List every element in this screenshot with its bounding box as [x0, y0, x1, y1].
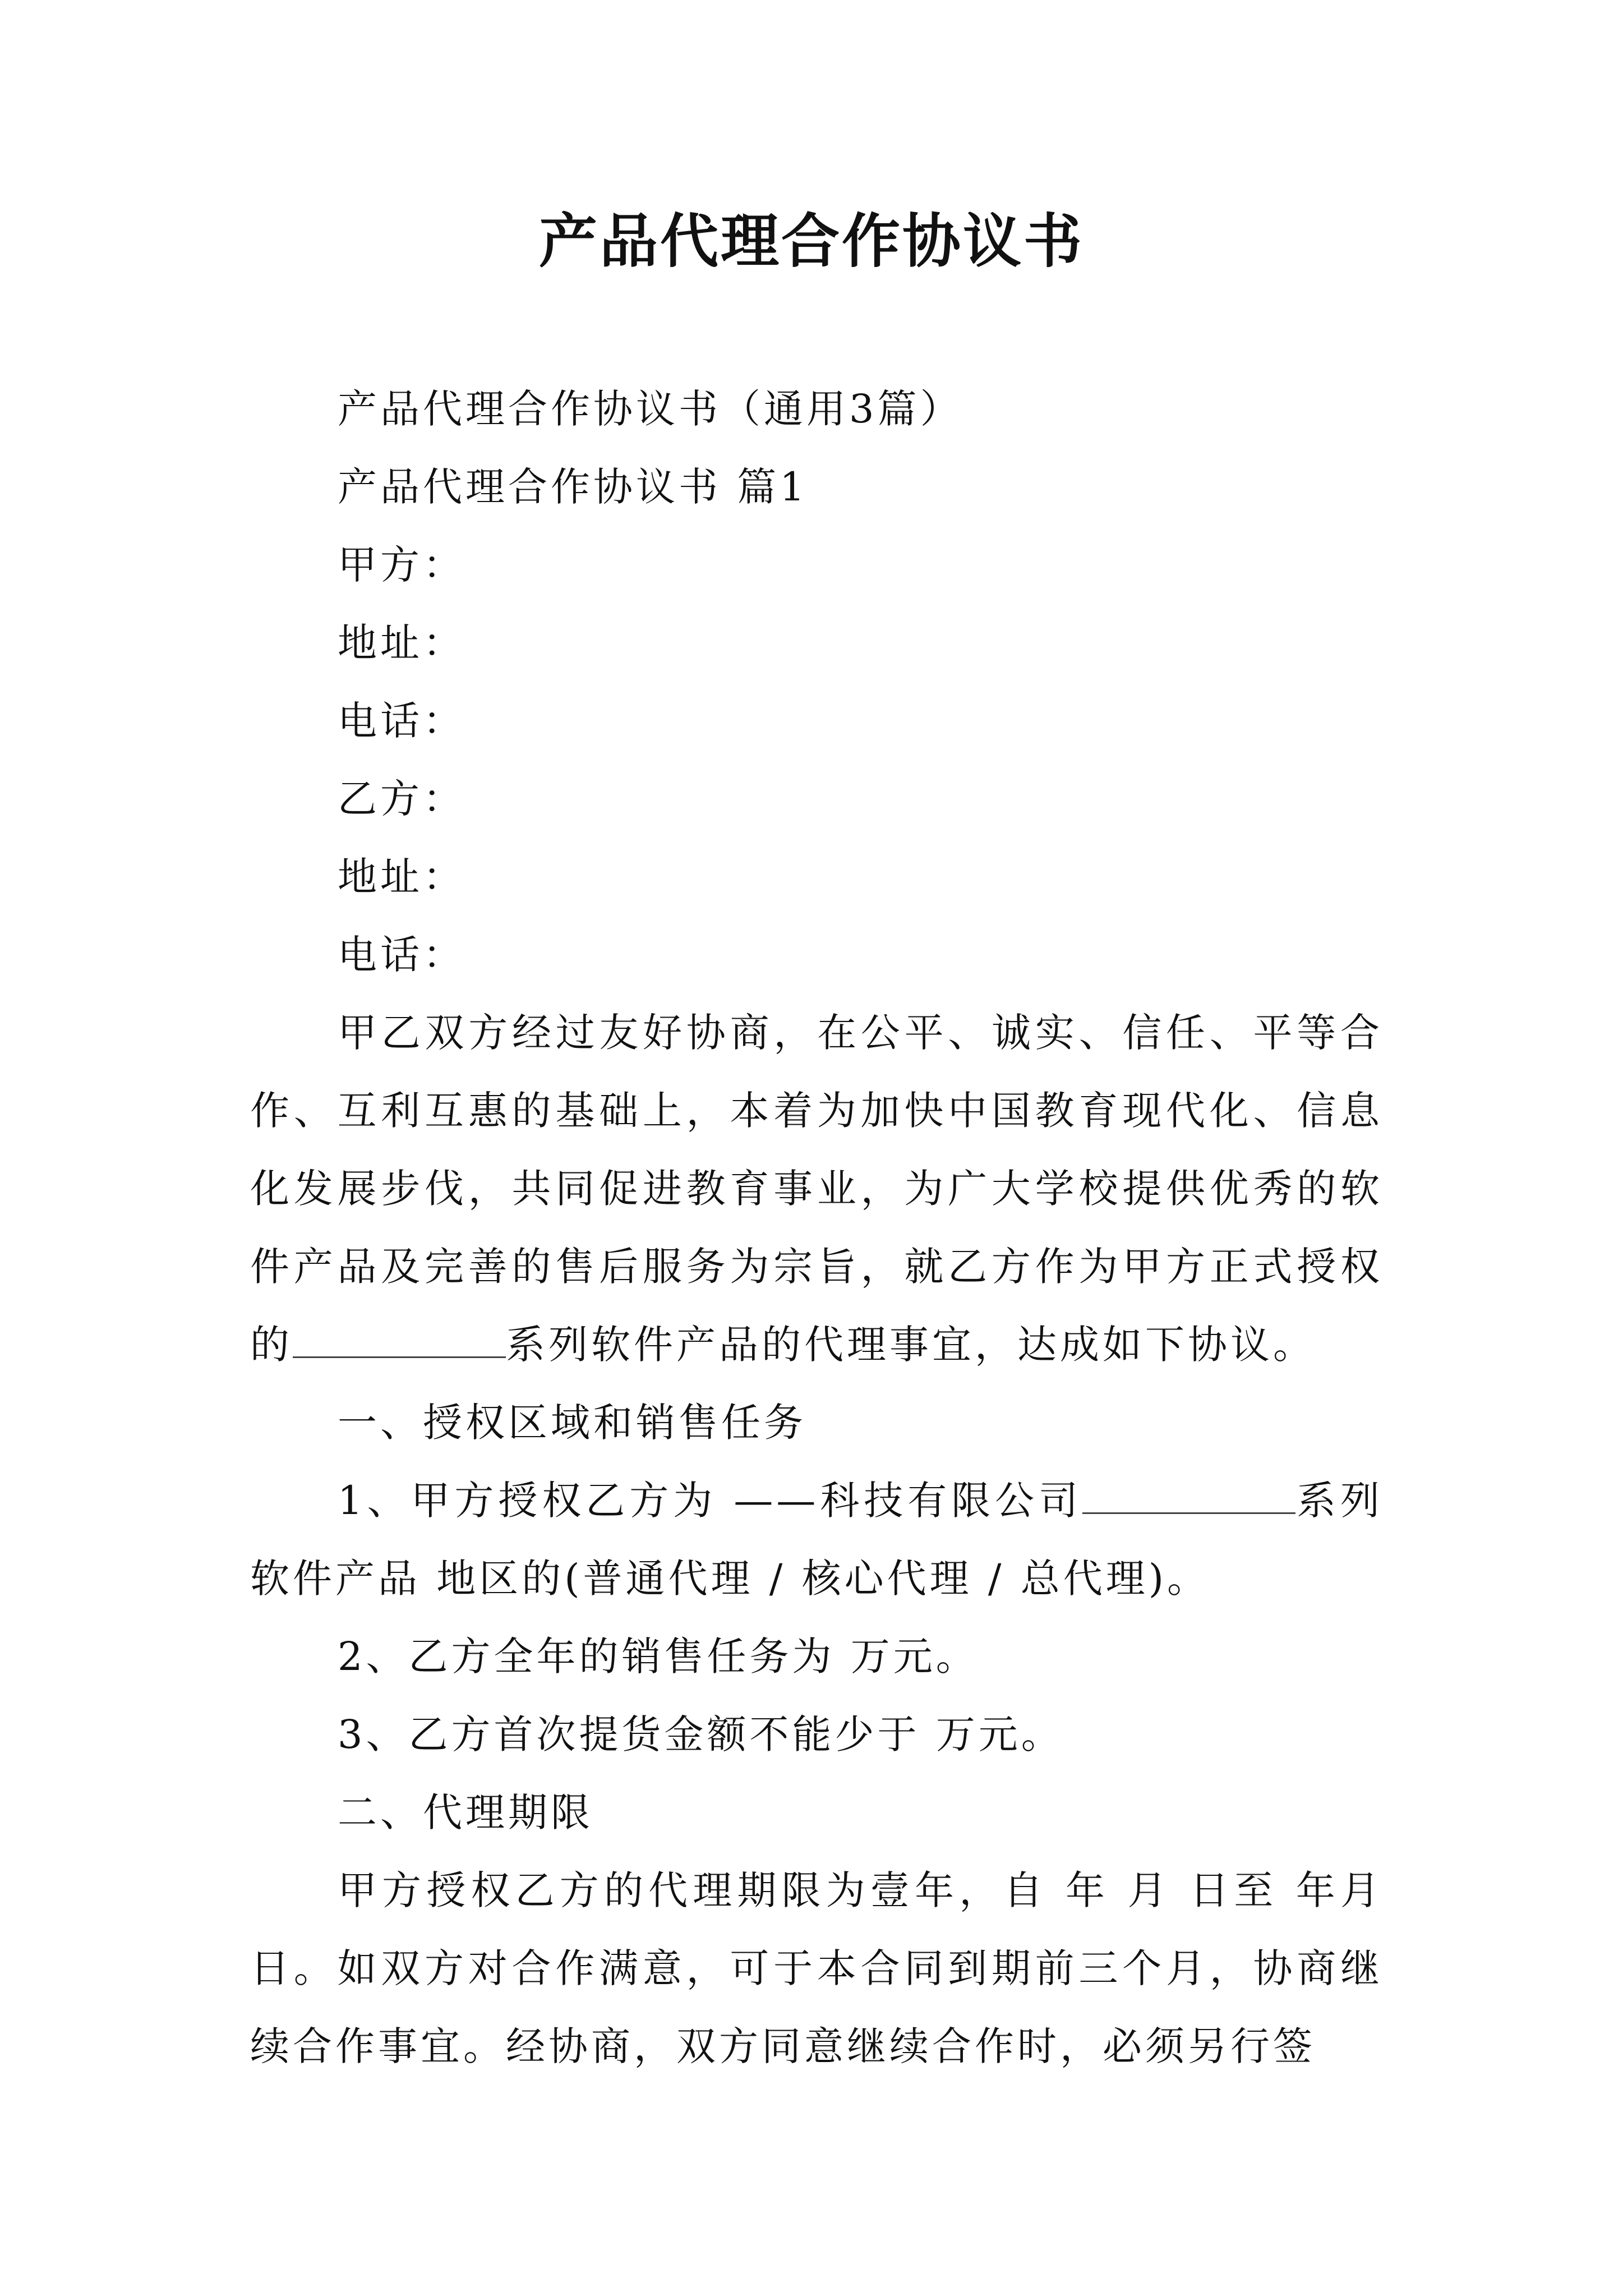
party-a-phone-label: 电话： — [338, 698, 465, 744]
document-body — [250, 370, 1383, 2086]
party-a-address-label: 地址： — [338, 620, 465, 666]
section2-heading: 二、代理期限 — [338, 1789, 593, 1835]
intro-text-part1: 甲乙双方经过友好协商，在公平、诚实、信任、平等合作、互利互惠的基础上，本着为加快中国教育现代化、信息化发展步伐，共同促进教育事业，为广大学校提供优秀的软件产品及完善的售后服务为宗旨，就乙方作为甲方正式授权的 — [250, 1010, 1383, 1368]
period-paragraph: 甲方授权乙方的代理期限为壹年，自 年 月 日至 年月日。如双方对合作满意，可于本合同到期前三个月，协商继续合作事宜。经协商，双方同意继续合作时，必须另行签 — [250, 1867, 1383, 2069]
clause-3: 3、乙方首次提货金额不能少于 万元。 — [338, 1711, 1064, 1757]
party-b-address-label: 地址： — [338, 854, 465, 900]
product-blank-line — [293, 1323, 506, 1358]
subtitle: 产品代理合作协议书（通用3篇） — [338, 386, 963, 432]
party-a-name-label: 甲方： — [338, 542, 465, 588]
party-b-phone-label: 电话： — [338, 932, 465, 978]
intro-paragraph — [250, 994, 1383, 1384]
document-title: 产品代理合作协议书 — [538, 206, 1084, 275]
clause-2: 2、乙方全年的销售任务为 万元。 — [338, 1634, 979, 1680]
clause1-text-part1: 1、甲方授权乙方为 ——科技有限公司 — [338, 1478, 1083, 1524]
section-heading: 产品代理合作协议书 篇1 — [338, 464, 808, 510]
party-b-name-label: 乙方： — [338, 776, 465, 822]
clause1-blank-line — [1082, 1479, 1295, 1514]
section1-heading: 一、授权区域和销售任务 — [338, 1400, 806, 1446]
clause-1 — [250, 1462, 1383, 1618]
clause1-text-part2: 系列软件产品 地区的(普通代理 / 核心代理 / 总代理)。 — [250, 1478, 1383, 1602]
intro-text-part2: 系列软件产品的代理事宜，达成如下协议。 — [506, 1322, 1316, 1368]
